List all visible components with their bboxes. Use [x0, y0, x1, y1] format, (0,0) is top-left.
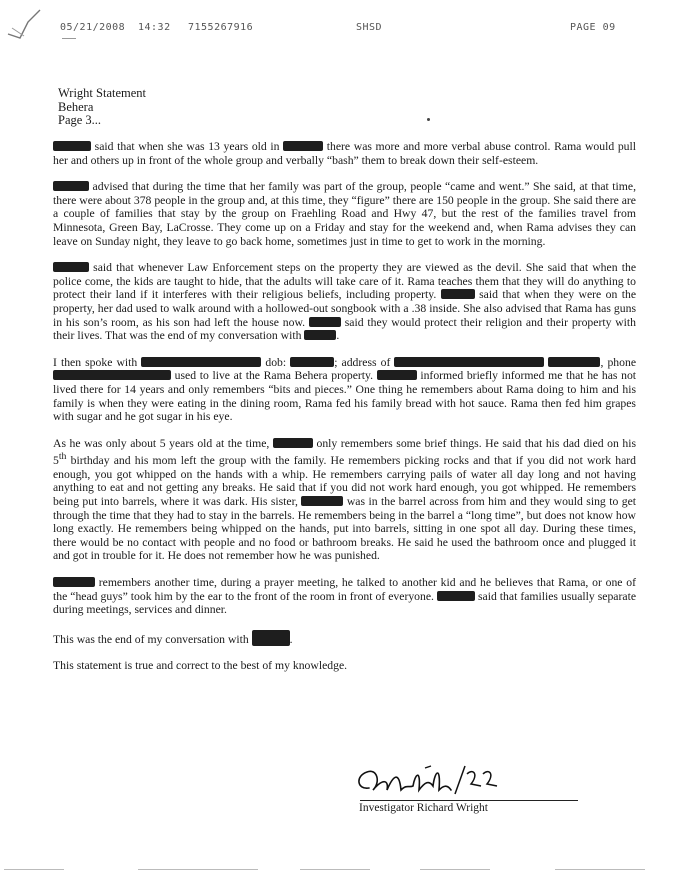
- redaction: [437, 591, 475, 601]
- paragraph-text: said that when she was 13 years old in: [94, 140, 280, 153]
- footer-scan-line: [4, 869, 64, 870]
- paragraph-text: used to live at the Rama Behera property.: [174, 369, 374, 383]
- paragraph-text: only remembers some brief things. He said that his dad died on his 5: [53, 436, 637, 468]
- handwritten-signature: [355, 760, 515, 800]
- footer-scan-line: [300, 869, 370, 870]
- paragraph-text: said that when they were on the property, her dad used to walk around with a hollowed-out songbook with a .38 inside. She also advised that Rama has guns in his son’s room, as his son had left the house now.: [53, 288, 637, 329]
- paragraph-text: .: [289, 632, 293, 646]
- heading-page: Page 3...: [58, 113, 102, 127]
- fax-number: 7155267916: [188, 22, 254, 33]
- heading-subject: Behera: [58, 99, 94, 114]
- redaction: [283, 141, 323, 151]
- paragraph-7: [53, 630, 636, 647]
- paragraph-text: remembers another time, during a prayer meeting, he talked to another kid and he believes that Rama, or one of the “head guys” took him by the ear to the front of the room in front of everyone.: [53, 575, 636, 603]
- paragraph-text: said that families usually separate during meetings, services and dinner.: [53, 589, 637, 617]
- paragraph-text: said that whenever Law Enforcement steps on the property they are viewed as the devil. She said that when the police come, the kids are taught to hide, that the adults will take care of it. Rama teaches them that they will do anything to protect their land if it interferes with their religious beliefs, including property.: [53, 261, 637, 302]
- paragraph-text: This was the end of my conversation with: [53, 632, 249, 646]
- fax-header: [0, 22, 676, 38]
- paragraph-text: there was more and more verbal abuse control. Rama would pull her and others up in front of the whole group and verbally “bash” them to break down their self-esteem.: [53, 140, 637, 167]
- footer-scan-line: [420, 869, 490, 870]
- fax-time: 14:32: [138, 22, 171, 33]
- redaction: [548, 357, 600, 367]
- redaction: [53, 262, 89, 272]
- header-dash: [62, 38, 76, 39]
- redaction: [252, 630, 290, 646]
- paragraph-5: [53, 437, 636, 563]
- redaction: [441, 289, 475, 299]
- signature-caption: Investigator Richard Wright: [359, 802, 488, 814]
- redaction: [309, 317, 341, 327]
- redaction: [301, 496, 343, 506]
- redaction: [53, 141, 91, 151]
- paragraph-text: ; address of: [334, 355, 391, 369]
- footer-scan-line: [138, 869, 258, 870]
- paragraph-1: [53, 140, 636, 167]
- paragraph-text: birthday and his mom left the group with the family. He remembers picking rocks and that if you did not work hard enough, you got whipped on the hands with a whip. He remembers carrying pails of water all day long and not having anything to eat and not getting any breaks. He said that if you did not work hard enough, you got whipped. He remembers being put into barrels, where it was dark. His sister,: [53, 454, 636, 508]
- redaction: [377, 370, 417, 380]
- redaction: [53, 577, 95, 587]
- redaction: [141, 357, 261, 367]
- statement-heading: [58, 87, 146, 128]
- ordinal-suffix: th: [58, 451, 67, 463]
- redaction: [273, 438, 313, 448]
- redaction: [290, 357, 334, 367]
- paragraph-text: , phone: [600, 355, 637, 369]
- redaction: [53, 181, 89, 191]
- scan-mark-icon: [6, 8, 46, 44]
- paragraph-text: advised that during the time that her family was part of the group, people “came and went.” She said, at that time, there were about 378 people in the group and, at this time, they “figure” there are 150 people in the group. She said there are a couple of families that stay by the group on Fraehling Road and Hwy 47, but the rest of the families travel from Minnesota, Green Bay, LaCrosse. They come up on a Friday and stay for the weekend and, when Rama advises they can leave on Sunday night, they leave to go back home, sometimes just in time to get to work in the morning.: [53, 180, 637, 248]
- fax-date: 05/21/2008: [60, 22, 126, 33]
- heading-title: Wright Statement: [58, 86, 147, 100]
- fax-page: PAGE 09: [570, 22, 616, 33]
- signature-block: [355, 760, 595, 820]
- redaction: [53, 370, 171, 380]
- fax-sender: SHSD: [356, 22, 383, 33]
- paragraph-text: dob:: [265, 355, 287, 369]
- paragraph-text: .: [336, 329, 340, 343]
- redaction: [394, 357, 544, 367]
- scan-dot: [427, 118, 430, 121]
- paragraph-6: [53, 576, 636, 617]
- footer-scan-line: [555, 869, 645, 870]
- paragraph-4: [53, 356, 636, 424]
- redaction: [304, 330, 336, 340]
- paragraph-text: informed briefly informed me that he has not lived there for 14 years and only remembers “bits and pieces.” One thing he remembers about Rama doing to him and his family is when they were eating in the dining room, Rama fed his family bread with hot sauce. Rama then fed him grapes with sugar and he got sugar in his eye.: [53, 369, 637, 424]
- paragraph-8: [53, 659, 636, 673]
- paragraph-text: As he was only about 5 years old at the time,: [53, 436, 270, 450]
- paragraph-text: I then spoke with: [53, 355, 138, 369]
- signature-line: [360, 800, 578, 801]
- paragraph-text: was in the barrel across from him and they would sing to get through the time that they had to stay in the barrels. He remembers being in the barrel a “long time”, but does not know how long exactly. He remembers being whipped on the hands, put into barrels, sitting in one spot all day. During these times, there would be no contact with people and no food or bathroom breaks. He said he used the bathroom once and plugged it and got in trouble for it. He does not remember how he was punished.: [53, 494, 636, 563]
- paragraph-text: This statement is true and correct to the best of my knowledge.: [53, 659, 348, 673]
- paragraph-2: [53, 180, 636, 248]
- paragraph-3: [53, 261, 636, 343]
- statement-body: [53, 140, 636, 686]
- paragraph-text: said they would protect their religion and their property with their lives. That was the end of my conversation with: [53, 315, 637, 343]
